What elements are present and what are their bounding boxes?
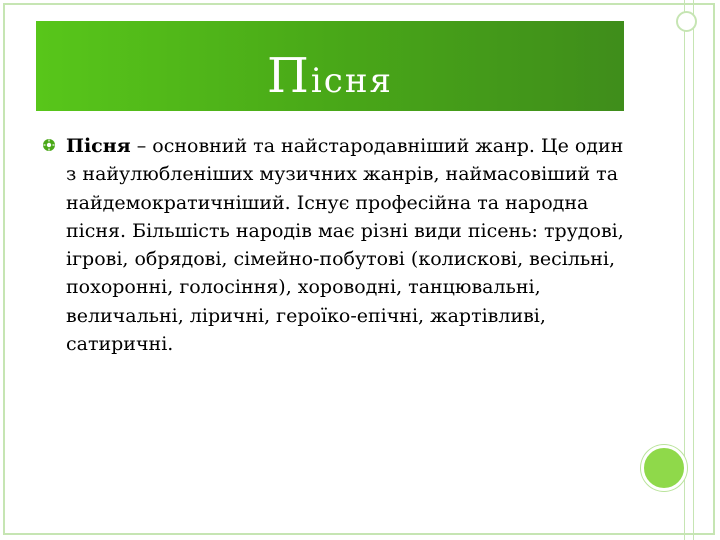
bullet-term: Пісня — [66, 135, 131, 157]
bullet-paragraph — [66, 132, 627, 358]
decorative-circle-top — [676, 11, 697, 32]
title-bar — [36, 21, 624, 111]
decorative-circle-bottom — [641, 445, 687, 491]
bullet-text: – основний та найстародавніший жанр. Це один з найулюбленіших музичних жанрів, наймасовіший та найдемократичніший. Існує професійна та народна пісня. Більшість народів має різні види пісень: трудові, ігрові, обрядові, сімейно-побутові (колискові, весільні, похоронні, голосіння), хороводні, танцювальні, величальні, ліричні, героїко-епічні, жартівливі, сатиричні. — [66, 135, 624, 356]
slide-title — [267, 48, 393, 104]
slide-content — [42, 132, 627, 358]
slide-title-rest: існя — [310, 61, 393, 101]
slide-title-initial: П — [267, 48, 311, 104]
gear-bullet-icon — [42, 138, 56, 152]
